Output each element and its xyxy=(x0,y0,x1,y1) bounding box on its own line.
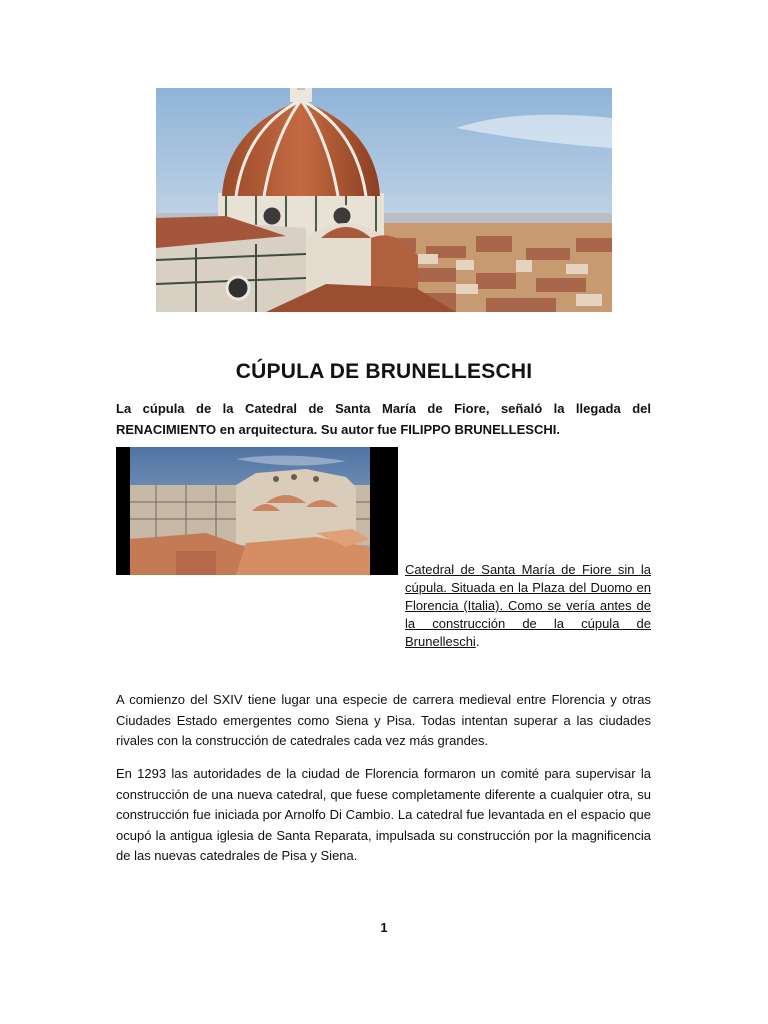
photo-florence-cathedral-dome xyxy=(156,88,612,312)
caption-text: Catedral de Santa María de Fiore sin la cúpula. Situada en la Plaza del Duomo en Florencia (Italia). Como se vería antes de la construcción de la cúpula de Brunelleschi xyxy=(405,562,651,649)
photo-cathedral-without-dome xyxy=(116,447,398,575)
image-caption xyxy=(405,561,651,651)
body-paragraph-1: A comienzo del SXIV tiene lugar una especie de carrera medieval entre Florencia y otras Ciudades Estado emergentes como Siena y Pisa. Todas intentan superar a las ciudades rivales con la construcción de catedrales cada vez más grandes. xyxy=(116,692,651,748)
page-number: 1 xyxy=(380,920,388,935)
body-paragraph-2: En 1293 las autoridades de la ciudad de Florencia formaron un comité para supervisar la construcción de una nueva catedral, que fuese completamente diferente a cualquier otra, su construcción fue iniciada por Arnolfo Di Cambio. La catedral fue levantada en el espacio que ocupó la antigua iglesia de Santa Reparata, impulsada su construcción por la magnificencia de las nuevas catedrales de Pisa y Siena. xyxy=(116,766,651,863)
document-title: CÚPULA DE BRUNELLESCHI xyxy=(235,360,533,383)
intro-paragraph: La cúpula de la Catedral de Santa María de Fiore, señaló la llegada del RENACIMIENTO en arquitectura. Su autor fue FILIPPO BRUNELLESCHI. xyxy=(116,401,651,437)
caption-period: . xyxy=(475,634,480,649)
